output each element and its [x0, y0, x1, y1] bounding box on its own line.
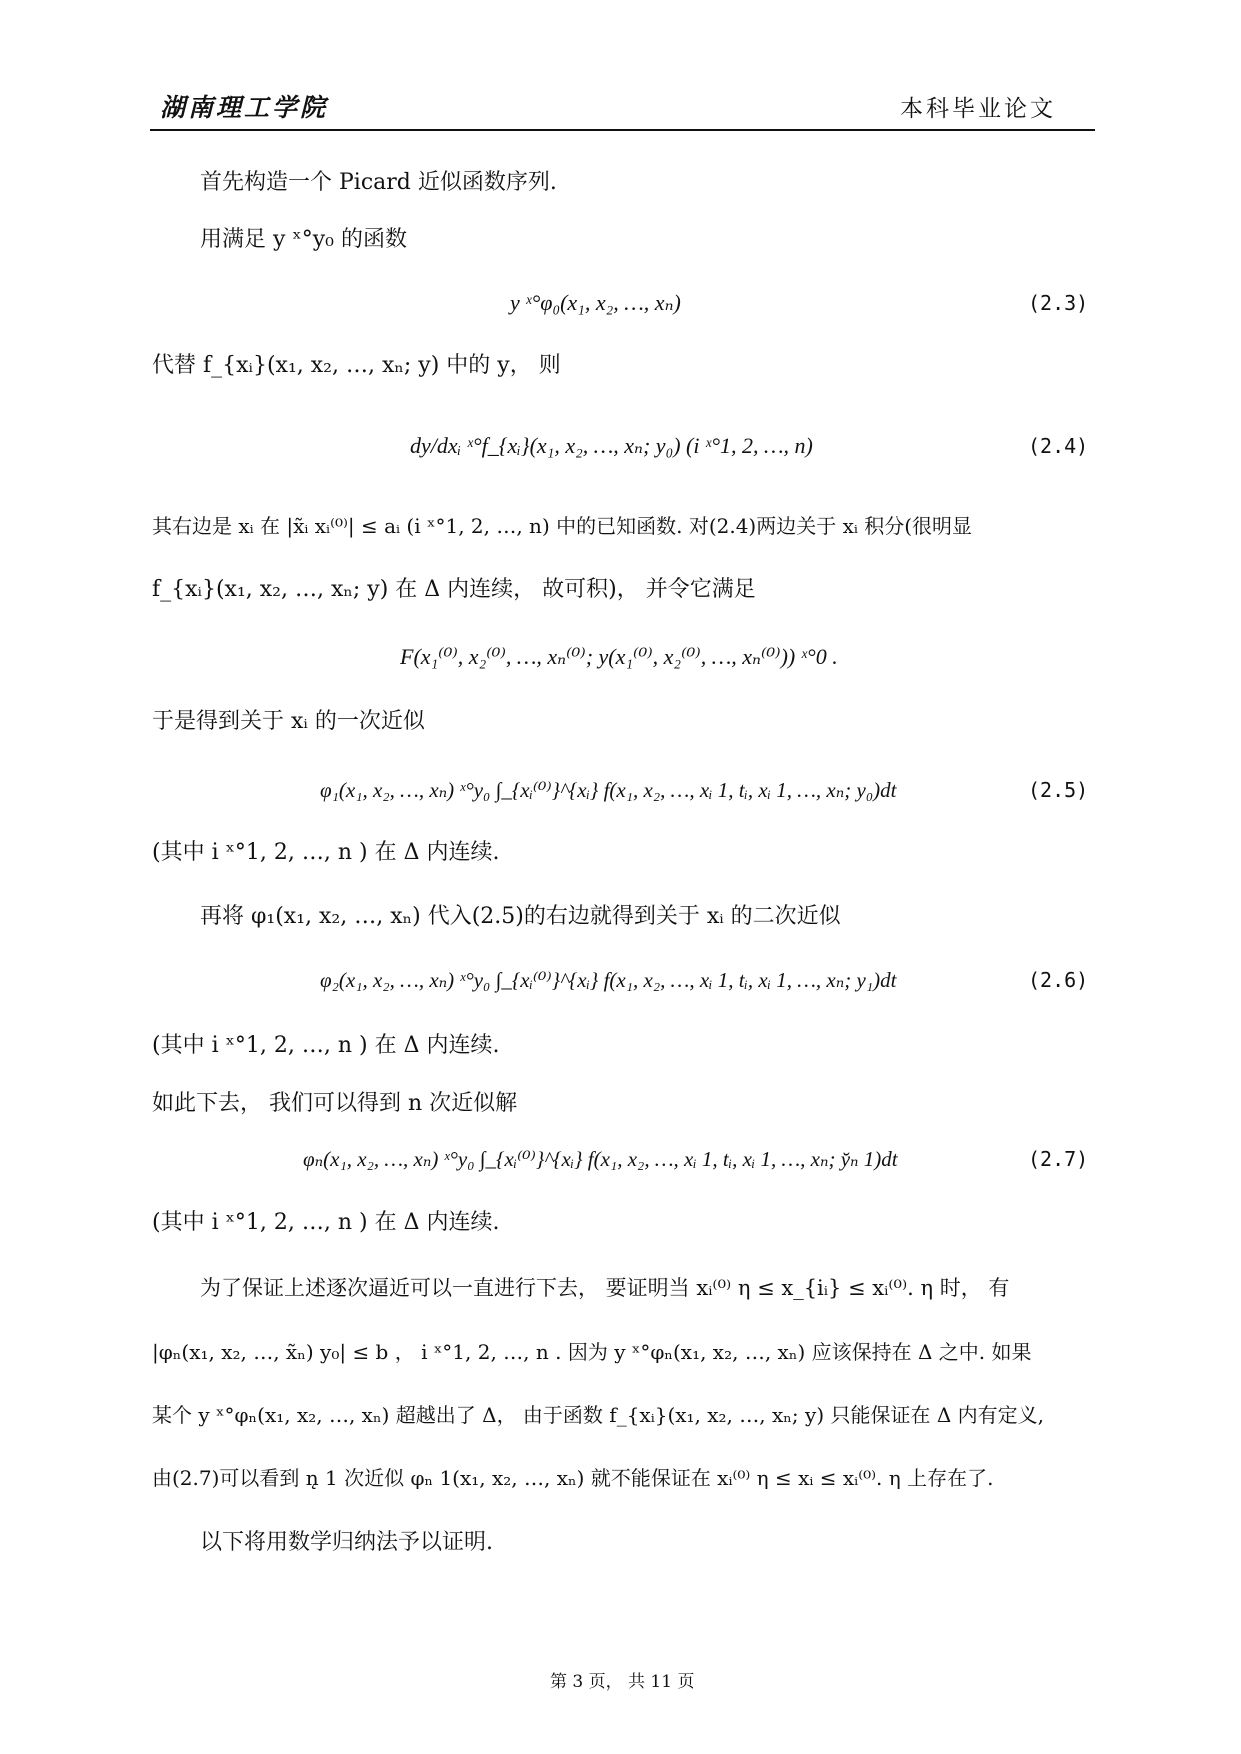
- equation-initial-condition: F(x₁⁽⁰⁾, x₂⁽⁰⁾, …, xₙ⁽⁰⁾; y(x₁⁽⁰⁾, x₂⁽⁰⁾, …, xₙ⁽⁰⁾)) ˣ°0 .: [400, 644, 838, 669]
- equation-number: (2.4): [1028, 434, 1089, 458]
- equation-number: (2.3): [1028, 291, 1089, 315]
- equation-number: (2.5): [1028, 778, 1089, 802]
- paragraph-line: 以下将用数学归纳法予以证明.: [200, 1530, 493, 1555]
- page-number: 第 3 页， 共 11 页: [550, 1672, 695, 1692]
- equation-2-7: φₙ(x₁, x₂, …, xₙ) ˣ°y₀ ∫_{xᵢ⁽⁰⁾}^{xᵢ} f(x₁, x₂, …, xᵢ 1, tᵢ, xᵢ 1, …, xₙ; y̆ₙ 1)dt: [303, 1147, 898, 1171]
- paragraph-line: 首先构造一个 Picard 近似函数序列.: [200, 170, 557, 195]
- paragraph-line: |φₙ(x₁, x₂, …, x̃ₙ) y₀| ≤ b ， i ˣ°1, 2, …, n . 因为 y ˣ°φₙ(x₁, x₂, …, xₙ) 应该保持在 Δ 之中. 如果: [152, 1340, 1032, 1364]
- paragraph-line: (其中 i ˣ°1, 2, …, n ) 在 Δ 内连续.: [152, 840, 500, 865]
- equation-2-5: φ₁(x₁, x₂, …, xₙ) ˣ°y₀ ∫_{xᵢ⁽⁰⁾}^{xᵢ} f(x₁, x₂, …, xᵢ 1, tᵢ, xᵢ 1, …, xₙ; y₀)dt: [320, 778, 897, 802]
- paragraph-line: 如此下去， 我们可以得到 n 次近似解: [152, 1091, 518, 1116]
- equation-2-6: φ₂(x₁, x₂, …, xₙ) ˣ°y₀ ∫_{xᵢ⁽⁰⁾}^{xᵢ} f(x₁, x₂, …, xᵢ 1, tᵢ, xᵢ 1, …, xₙ; y₁)dt: [320, 968, 897, 992]
- equation-number: (2.7): [1028, 1147, 1089, 1171]
- paragraph-line: (其中 i ˣ°1, 2, …, n ) 在 Δ 内连续.: [152, 1033, 500, 1058]
- paragraph-line: 为了保证上述逐次逼近可以一直进行下去， 要证明当 xᵢ⁽⁰⁾ η ≤ x_{iᵢ} ≤ xᵢ⁽⁰⁾. η 时， 有: [200, 1276, 1010, 1300]
- paragraph-line: 用满足 y ˣ°y₀ 的函数: [200, 227, 407, 252]
- paragraph-line: 由(2.7)可以看到 n̨ 1 次近似 φₙ 1(x₁, x₂, …, xₙ) 就不能保证在 xᵢ⁽⁰⁾ η ≤ xᵢ ≤ xᵢ⁽⁰⁾. η 上存在了.: [152, 1466, 994, 1490]
- institution-name: 湖南理工学院: [160, 93, 329, 122]
- paragraph-line: 其右边是 xᵢ 在 |x̃ᵢ xᵢ⁽⁰⁾| ≤ aᵢ (i ˣ°1, 2, …, n) 中的已知函数. 对(2.4)两边关于 xᵢ 积分(很明显: [152, 514, 973, 538]
- document-type: 本科毕业论文: [900, 96, 1056, 122]
- equation-2-4: dy/dxᵢ ˣ°f_{xᵢ}(x₁, x₂, …, xₙ; y₀) (i ˣ°1, 2, …, n): [410, 433, 813, 458]
- paragraph-line: f_{xᵢ}(x₁, x₂, …, xₙ; y) 在 Δ 内连续， 故可积)， 并令它满足: [152, 577, 756, 602]
- paragraph-line: (其中 i ˣ°1, 2, …, n ) 在 Δ 内连续.: [152, 1210, 500, 1235]
- paragraph-line: 代替 f_{xᵢ}(x₁, x₂, …, xₙ; y) 中的 y， 则: [152, 353, 561, 378]
- paragraph-line: 再将 φ₁(x₁, x₂, …, xₙ) 代入(2.5)的右边就得到关于 xᵢ 的二次近似: [200, 904, 841, 929]
- paragraph-line: 某个 y ˣ°φₙ(x₁, x₂, …, xₙ) 超越出了 Δ， 由于函数 f_{xᵢ}(x₁, x₂, …, xₙ; y) 只能保证在 Δ 内有定义,: [152, 1403, 1044, 1427]
- equation-number: (2.6): [1028, 968, 1089, 992]
- equation-2-3: y ˣ°φ₀(x₁, x₂, …, xₙ): [510, 290, 681, 315]
- header-rule: [150, 129, 1095, 131]
- paragraph-line: 于是得到关于 xᵢ 的一次近似: [152, 709, 425, 734]
